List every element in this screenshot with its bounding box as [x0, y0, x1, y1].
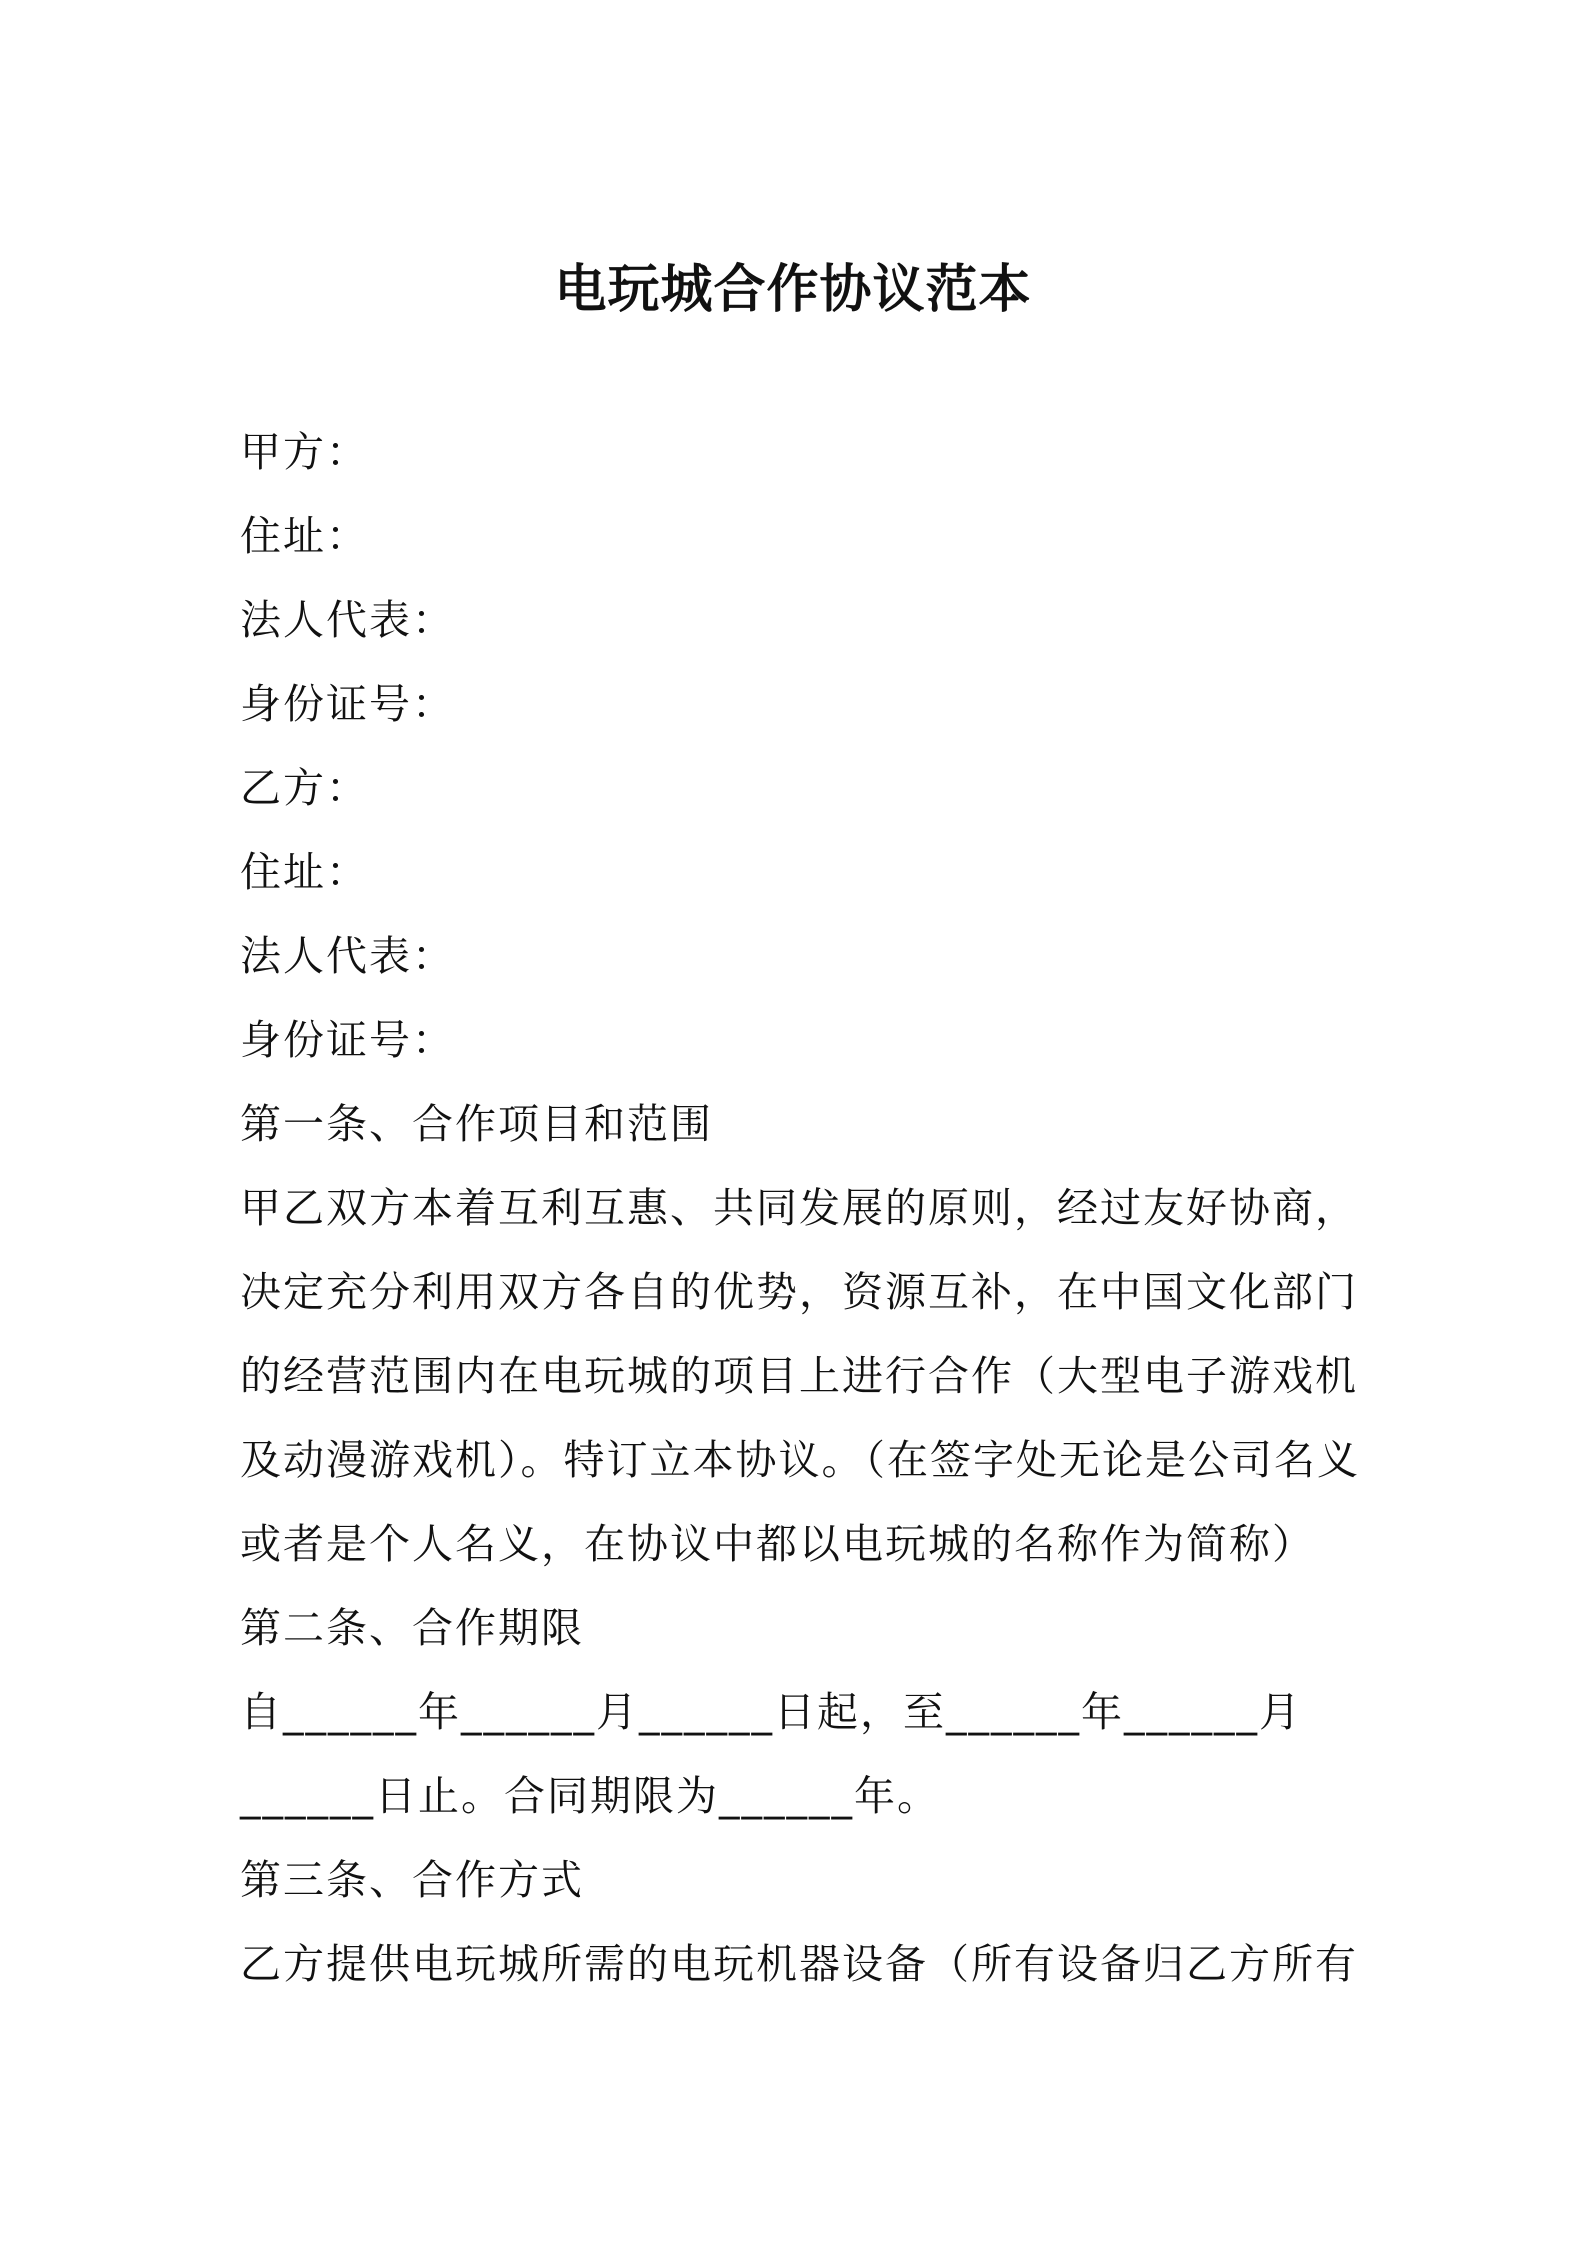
- article1-heading: 第一条、合作项目和范围: [240, 1100, 713, 1148]
- article3-heading: 第三条、合作方式: [240, 1856, 584, 1904]
- article1-line: 及动漫游戏机）。特订立本协议。（在签字处无论是公司名义: [240, 1436, 1360, 1484]
- document-title: 电玩城合作协议范本: [554, 260, 1032, 320]
- party-b-address-label: 住址：: [240, 848, 369, 896]
- article1-line: 甲乙双方本着互利互惠、共同发展的原则，经过友好协商，: [240, 1184, 1358, 1232]
- article1-line: 或者是个人名义，在协议中都以电玩城的名称作为简称）: [240, 1520, 1315, 1568]
- party-a-id-label: 身份证号：: [240, 680, 455, 728]
- party-a-label: 甲方：: [240, 428, 369, 476]
- article2-line: ______日止。合同期限为______年。: [240, 1772, 940, 1820]
- document-body: [240, 410, 1360, 2006]
- party-a-legal-rep-label: 法人代表：: [240, 596, 455, 644]
- article2-line: 自______年______月______日起，至______年______月: [240, 1688, 1302, 1736]
- party-b-id-label: 身份证号：: [240, 1016, 455, 1064]
- party-b-legal-rep-label: 法人代表：: [240, 932, 455, 980]
- party-a-address-label: 住址：: [240, 512, 369, 560]
- article3-line: 乙方提供电玩城所需的电玩机器设备（所有设备归乙方所有: [240, 1940, 1358, 1988]
- article2-heading: 第二条、合作期限: [240, 1604, 584, 1652]
- article1-line: 决定充分利用双方各自的优势，资源互补，在中国文化部门: [240, 1268, 1358, 1316]
- article1-line: 的经营范围内在电玩城的项目上进行合作（大型电子游戏机: [240, 1352, 1358, 1400]
- party-b-label: 乙方：: [240, 764, 369, 812]
